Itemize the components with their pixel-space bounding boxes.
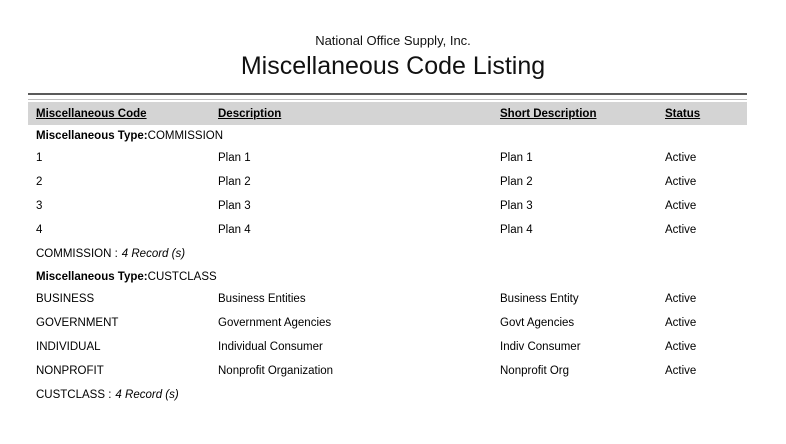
cell-code: INDIVIDUAL	[36, 341, 101, 353]
group-footer-custclass	[28, 383, 747, 407]
table-row	[28, 170, 747, 194]
cell-description: Government Agencies	[218, 317, 332, 329]
column-header-row	[28, 102, 747, 125]
cell-description: Plan 2	[218, 176, 251, 188]
table-row	[28, 335, 747, 359]
cell-code: GOVERNMENT	[36, 317, 119, 329]
report-title: Miscellaneous Code Listing	[240, 52, 546, 80]
cell-status: Active	[665, 341, 697, 353]
column-header-short-description: Short Description	[500, 107, 597, 120]
column-header-miscellaneous-code: Miscellaneous Code	[36, 107, 147, 120]
cell-status: Active	[665, 152, 697, 164]
cell-description: Plan 3	[218, 200, 251, 212]
cell-status: Active	[665, 365, 697, 377]
cell-code: NONPROFIT	[36, 365, 104, 377]
company-name: National Office Supply, Inc.	[315, 33, 471, 48]
cell-status: Active	[665, 317, 697, 329]
cell-status: Active	[665, 200, 697, 212]
group-footer-label: CUSTCLASS :	[36, 389, 112, 401]
cell-status: Active	[665, 176, 697, 188]
cell-status: Active	[665, 224, 697, 236]
cell-short-description: Plan 2	[500, 176, 533, 188]
table-row	[28, 194, 747, 218]
cell-code: 1	[36, 152, 43, 164]
title-divider	[28, 93, 747, 102]
table-row	[28, 218, 747, 242]
cell-description: Individual Consumer	[218, 341, 323, 353]
table-row	[28, 311, 747, 335]
column-header-status: Status	[665, 107, 701, 120]
cell-short-description: Business Entity	[500, 293, 579, 305]
cell-description: Plan 1	[218, 152, 251, 164]
cell-short-description: Nonprofit Org	[500, 365, 570, 377]
cell-short-description: Plan 3	[500, 200, 533, 212]
cell-description: Plan 4	[218, 224, 251, 236]
cell-short-description: Govt Agencies	[500, 317, 575, 329]
group-type-value: COMMISSION	[147, 129, 224, 142]
cell-description: Nonprofit Organization	[218, 365, 334, 377]
group-header-commission	[28, 125, 747, 146]
cell-code: 4	[36, 224, 43, 236]
cell-code: 3	[36, 200, 43, 212]
cell-code: 2	[36, 176, 43, 188]
group-type-value: CUSTCLASS	[147, 270, 217, 283]
cell-status: Active	[665, 293, 697, 305]
table-row	[28, 359, 747, 383]
table-row	[28, 146, 747, 170]
group-footer-commission	[28, 242, 747, 266]
cell-short-description: Plan 1	[500, 152, 533, 164]
group-header-custclass	[28, 266, 747, 287]
group-footer-count: 4 Record (s)	[115, 389, 179, 401]
group-type-label: Miscellaneous Type:	[36, 270, 148, 283]
group-footer-count: 4 Record (s)	[121, 248, 186, 260]
cell-short-description: Indiv Consumer	[500, 341, 581, 353]
table-row	[28, 287, 747, 311]
group-footer-label: COMMISSION :	[36, 248, 118, 260]
cell-code: BUSINESS	[36, 293, 95, 305]
cell-short-description: Plan 4	[500, 224, 533, 236]
group-type-label: Miscellaneous Type:	[36, 129, 148, 142]
column-header-description: Description	[218, 107, 282, 120]
cell-description: Business Entities	[218, 293, 306, 305]
